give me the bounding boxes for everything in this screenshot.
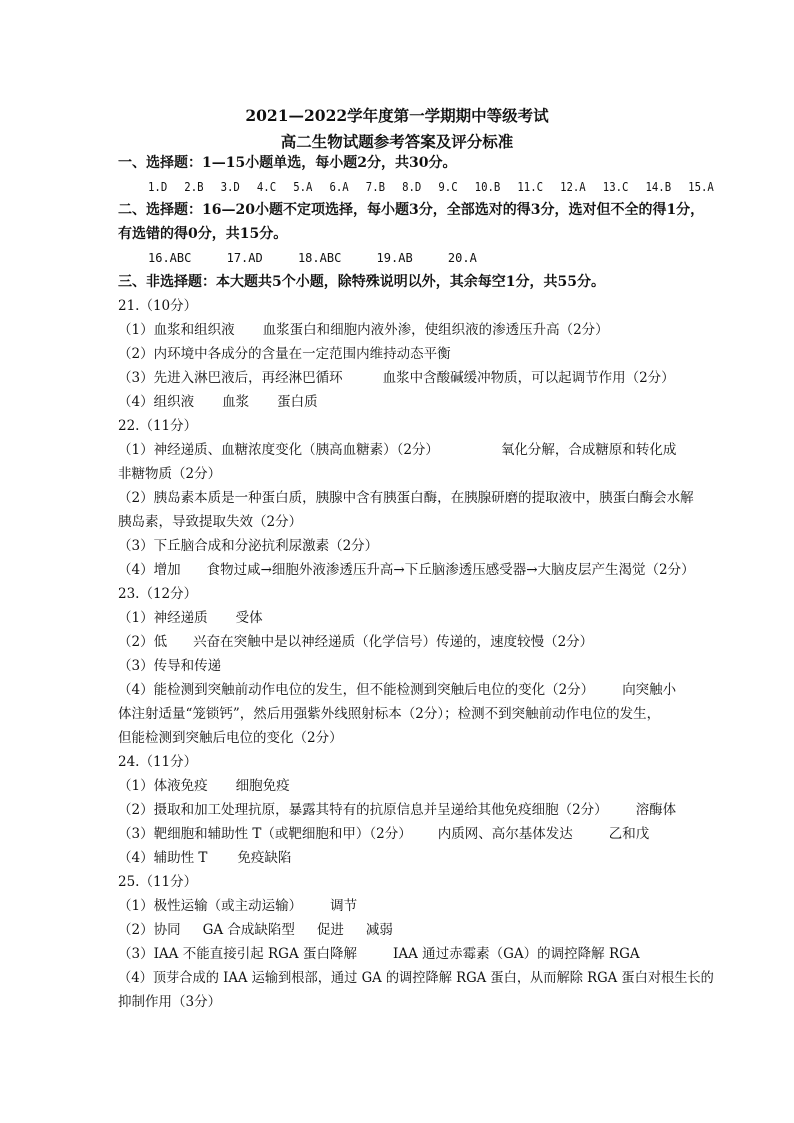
q22-part4-answer-a: （4）增加 xyxy=(118,562,181,578)
q23-part2-answer-b: 兴奋在突触中是以神经递质（化学信号）传递的，速度较慢（2分） xyxy=(193,634,594,650)
q23-part2 xyxy=(118,633,593,651)
q24-part1-answer-a: （1）体液免疫 xyxy=(118,778,208,794)
q25-part2-answer-b: GA 合成缺陷型 xyxy=(202,922,295,938)
q22-part1-answer-b: 氧化分解，合成糖原和转化成 xyxy=(500,442,677,458)
q23-part3: （3）传导和传递 xyxy=(118,658,222,674)
q25-part3-answer-b: IAA 通过赤霉素（GA）的调控降解 RGA xyxy=(393,946,640,962)
q21-part4-answer-a: （4）组织液 xyxy=(118,394,195,410)
q22-part1-answer-a: （1）神经递质、血糖浓度变化（胰高血糖素）（2分） xyxy=(118,442,439,458)
section3-heading: 三、非选择题：本大题共5个小题，除特殊说明以外，其余每空1分，共55分。 xyxy=(118,274,605,290)
q24-header: 24.（11分） xyxy=(118,754,198,770)
answer-2: 2.B xyxy=(184,180,204,194)
q24-part2-answer-a: （2）摄取和加工处理抗原，暴露其特有的抗原信息并呈递给其他免疫细胞（2分） xyxy=(118,802,608,818)
q23-part4-answer-a: （4）能检测到突触前动作电位的发生，但不能检测到突触后电位的变化（2分） xyxy=(118,682,595,698)
q21-part2: （2）内环境中各成分的含量在一定范围内维持动态平衡 xyxy=(118,346,451,362)
section1-heading: 一、选择题：1—15小题单选，每小题2分，共30分。 xyxy=(118,155,457,171)
answer-1: 1.D xyxy=(148,180,168,194)
q21-part4 xyxy=(118,393,318,411)
q22-part4 xyxy=(118,561,695,579)
q24-part2-answer-b: 溶酶体 xyxy=(635,802,677,818)
q23-part1 xyxy=(118,609,263,627)
q21-part4-answer-b: 血浆 xyxy=(222,394,250,410)
section2-answers xyxy=(148,249,477,267)
q22-part2-cont: 胰岛素，导致提取失效（2分） xyxy=(118,514,303,530)
q21-part1-answer-a: （1）血浆和组织液 xyxy=(118,322,235,338)
q22-part4-answer-b: 食物过咸→细胞外液渗透压升高→下丘脑渗透压感受器→大脑皮层产生渴觉（2分） xyxy=(206,562,695,578)
q23-part4 xyxy=(118,681,676,699)
q23-part2-answer-a: （2）低 xyxy=(118,634,168,650)
q24-part4-answer-b: 免疫缺陷 xyxy=(237,850,292,866)
q24-part3 xyxy=(118,825,649,843)
q25-part2 xyxy=(118,921,393,939)
q24-part3-answer-b: 内质网、高尔基体发达 xyxy=(437,826,573,842)
q21-part3 xyxy=(118,369,675,387)
q24-part3-answer-a: （3）靶细胞和辅助性 T（或靶细胞和甲）（2分） xyxy=(118,826,412,842)
answer-17: 17.AD xyxy=(226,251,263,265)
document-title: 2021—2022学年度第一学期期中等级考试 xyxy=(245,106,549,125)
answer-20: 20.A xyxy=(447,251,477,265)
answer-13: 13.C xyxy=(602,180,629,194)
q25-header: 25.（11分） xyxy=(118,874,198,890)
q23-part1-answer-a: （1）神经递质 xyxy=(118,610,208,626)
answer-8: 8.D xyxy=(402,180,422,194)
q25-part2-answer-a: （2）协同 xyxy=(118,922,181,938)
answer-15: 15.A xyxy=(688,180,714,194)
q25-part4: （4）顶芽合成的 IAA 运输到根部，通过 GA 的调控降解 RGA 蛋白，从而解除 RGA 蛋白对根生长的 xyxy=(118,970,714,986)
q21-header: 21.（10分） xyxy=(118,298,198,314)
answer-6: 6.A xyxy=(329,180,349,194)
q22-part1-cont: 非糖物质（2分） xyxy=(118,466,222,482)
q24-part4-answer-a: （4）辅助性 T xyxy=(118,850,208,866)
answer-16: 16.ABC xyxy=(148,251,192,265)
q23-part4-answer-b: 向突触小 xyxy=(622,682,677,698)
answer-7: 7.B xyxy=(365,180,386,194)
q22-part3: （3）下丘脑合成和分泌抗利尿激素（2分） xyxy=(118,538,379,554)
answer-19: 19.AB xyxy=(376,251,413,265)
q21-part3-answer-b: 血浆中含酸碱缓冲物质，可以起调节作用（2分） xyxy=(382,370,675,386)
answer-3: 3.D xyxy=(220,180,240,194)
q24-part3-answer-c: 乙和戊 xyxy=(608,826,650,842)
answer-10: 10.B xyxy=(474,180,501,194)
answer-18: 18.ABC xyxy=(297,251,342,265)
answer-9: 9.C xyxy=(438,180,458,194)
section2-heading-line2: 有选错的得0分，共15分。 xyxy=(118,226,288,242)
q21-part3-answer-a: （3）先进入淋巴液后，再经淋巴循环 xyxy=(118,370,343,386)
q21-part4-answer-c: 蛋白质 xyxy=(277,394,318,410)
q22-part1 xyxy=(118,441,676,459)
answer-4: 4.C xyxy=(256,180,277,194)
q24-part1-answer-b: 细胞免疫 xyxy=(235,778,290,794)
document-subtitle: 高二生物试题参考答案及评分标准 xyxy=(280,132,514,151)
q25-part1-answer-b: 调节 xyxy=(330,898,358,914)
q25-part2-answer-d: 减弱 xyxy=(365,922,393,938)
q25-part1-answer-a: （1）极性运输（或主动运输） xyxy=(118,898,303,914)
q24-part1 xyxy=(118,777,290,795)
q25-part2-answer-c: 促进 xyxy=(316,922,344,938)
q24-part4 xyxy=(118,849,291,867)
q25-part3 xyxy=(118,945,640,963)
q25-part1 xyxy=(118,897,357,915)
q24-part2 xyxy=(118,801,676,819)
q22-header: 22.（11分） xyxy=(118,418,198,434)
answer-5: 5.A xyxy=(293,180,313,194)
q23-part4-cont2: 但能检测到突触后电位的变化（2分） xyxy=(118,730,343,746)
q21-part1 xyxy=(118,321,609,339)
answer-12: 12.A xyxy=(560,180,586,194)
q23-part4-cont1: 体注射适量“笼锁钙”，然后用强紫外线照射标本（2分）；检测不到突触前动作电位的发生， xyxy=(118,706,661,722)
q25-part4-cont: 抑制作用（3分） xyxy=(118,994,222,1010)
section2-heading-line1: 二、选择题：16—20小题不定项选择，每小题3分，全部选对的得3分，选对但不全的得1分， xyxy=(118,202,705,218)
section1-answers xyxy=(148,178,714,196)
answer-14: 14.B xyxy=(645,180,672,194)
q21-part1-answer-b: 血浆蛋白和细胞内液外渗，使组织液的渗透压升高（2分） xyxy=(262,322,609,338)
answer-11: 11.C xyxy=(517,180,544,194)
q22-part2: （2）胰岛素本质是一种蛋白质，胰腺中含有胰蛋白酶，在胰腺研磨的提取液中，胰蛋白酶会水解 xyxy=(118,490,694,506)
q23-part1-answer-b: 受体 xyxy=(235,610,263,626)
q23-header: 23.（12分） xyxy=(118,586,198,602)
q25-part3-answer-a: （3）IAA 不能直接引起 RGA 蛋白降解 xyxy=(118,946,357,962)
